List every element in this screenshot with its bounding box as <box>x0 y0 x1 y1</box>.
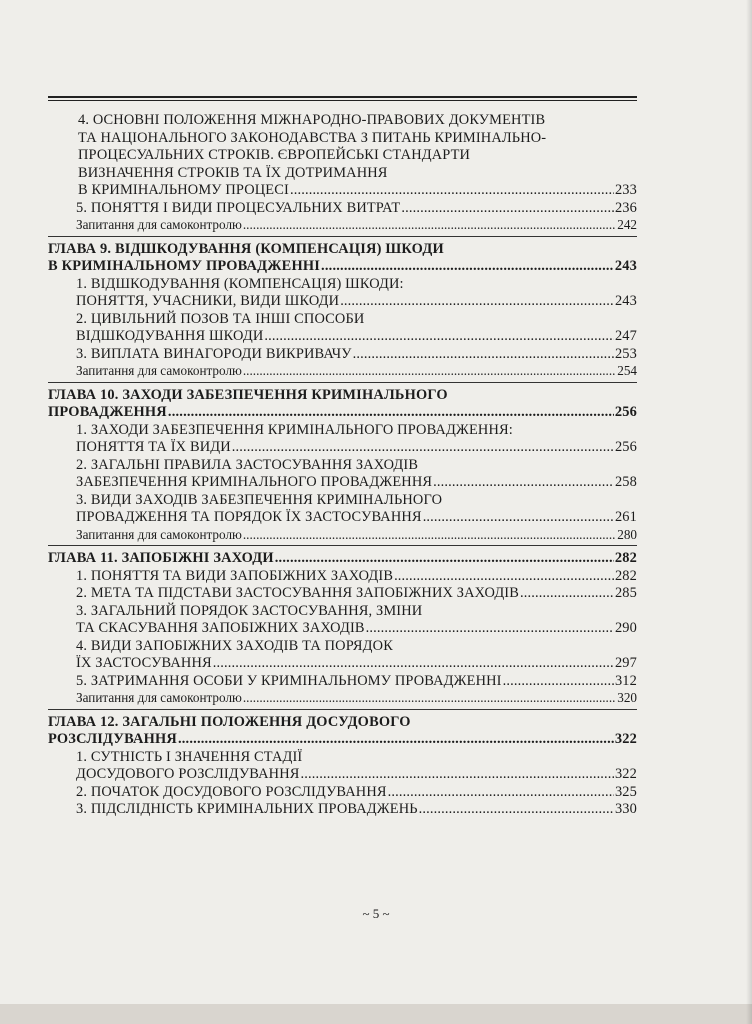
toc-section <box>48 200 637 218</box>
toc-page-number: 330 <box>614 801 637 817</box>
dot-leader <box>366 620 614 638</box>
toc-section <box>48 457 637 492</box>
toc-entry-title: ПОНЯТТЯ, УЧАСНИКИ, ВИДИ ШКОДИ <box>76 293 340 309</box>
toc-page-number: 312 <box>614 672 637 689</box>
toc-page-number: 256 <box>614 404 637 420</box>
dot-leader <box>503 673 614 691</box>
toc-entry-title: ВІДШКОДУВАННЯ ШКОДИ <box>76 328 264 344</box>
toc-section <box>48 801 637 819</box>
toc-page-number: 253 <box>614 345 637 362</box>
toc-entry-leader-line <box>76 568 637 586</box>
toc-page-number: 254 <box>617 363 637 378</box>
toc-page-number: 282 <box>614 567 637 584</box>
toc-section <box>48 784 637 802</box>
dot-leader <box>213 655 614 673</box>
toc-entry-leader-line <box>76 363 637 380</box>
chapter-divider <box>48 382 637 383</box>
dot-leader <box>419 801 614 819</box>
dot-leader <box>301 766 614 784</box>
dot-leader <box>243 690 616 707</box>
toc-page-number: 261 <box>614 509 637 525</box>
table-of-contents <box>48 112 637 819</box>
dot-leader <box>243 217 616 234</box>
toc-entry-title: ТА СКАСУВАННЯ ЗАПОБІЖНИХ ЗАХОДІВ <box>76 620 365 636</box>
toc-page-number: 236 <box>614 199 637 216</box>
toc-entry-title: 3. ПІДСЛІДНІСТЬ КРИМІНАЛЬНИХ ПРОВАДЖЕНЬ <box>76 801 418 817</box>
toc-chapter <box>48 241 637 276</box>
toc-entry-leader-line <box>76 655 637 673</box>
toc-entry-leader-line <box>48 550 637 568</box>
toc-entry-leader-line <box>76 585 637 603</box>
toc-entry-leader-line <box>76 293 637 311</box>
dot-leader <box>290 182 614 200</box>
chapter-divider <box>48 236 637 237</box>
dot-leader <box>520 585 614 603</box>
toc-chapter <box>48 387 637 422</box>
toc-entry-leader-line <box>76 346 637 364</box>
toc-entry-line: 3. ЗАГАЛЬНИЙ ПОРЯДОК ЗАСТОСУВАННЯ, ЗМІНИ <box>76 602 423 619</box>
toc-entry-leader-line <box>76 328 637 346</box>
toc-entry-leader-line <box>76 474 637 492</box>
header-rule-thin <box>48 100 637 101</box>
toc-page-number: 282 <box>614 550 637 566</box>
toc-entry-title: 2. МЕТА ТА ПІДСТАВИ ЗАСТОСУВАННЯ ЗАПОБІЖНИХ ЗАХОДІВ <box>76 585 519 601</box>
dot-leader <box>433 474 614 492</box>
toc-entry-line: 2. ЗАГАЛЬНІ ПРАВИЛА ЗАСТОСУВАННЯ ЗАХОДІВ <box>76 456 419 473</box>
toc-entry-line: 3. ВИДИ ЗАХОДІВ ЗАБЕЗПЕЧЕННЯ КРИМІНАЛЬНОГО <box>76 491 443 508</box>
toc-section <box>48 638 637 673</box>
toc-chapter <box>48 550 637 568</box>
toc-entry-title: ПРОВАДЖЕННЯ ТА ПОРЯДОК ЇХ ЗАСТОСУВАННЯ <box>76 509 422 525</box>
toc-section <box>48 492 637 527</box>
toc-entry-leader-line <box>76 527 637 544</box>
toc-section <box>48 346 637 364</box>
toc-review-questions <box>48 690 637 707</box>
toc-entry-title: РОЗСЛІДУВАННЯ <box>48 731 177 747</box>
toc-entry-line: 1. ВІДШКОДУВАННЯ (КОМПЕНСАЦІЯ) ШКОДИ: <box>76 275 404 292</box>
toc-entry-title: В КРИМІНАЛЬНОМУ ПРОВАДЖЕННІ <box>48 258 321 274</box>
toc-page-number: 297 <box>614 655 637 671</box>
dot-leader <box>275 550 614 568</box>
toc-entry-leader-line <box>78 182 637 200</box>
page-bottom-edge <box>0 1004 752 1024</box>
toc-page-number: 320 <box>617 690 637 705</box>
toc-entry-title: ЇХ ЗАСТОСУВАННЯ <box>76 655 212 671</box>
page-shadow <box>746 0 752 1024</box>
toc-entry-title: 5. ПОНЯТТЯ І ВИДИ ПРОЦЕСУАЛЬНИХ ВИТРАТ <box>76 199 401 216</box>
dot-leader <box>321 258 614 276</box>
toc-section <box>48 311 637 346</box>
toc-page-number: 322 <box>614 766 637 782</box>
toc-entry-line: 1. ЗАХОДИ ЗАБЕЗПЕЧЕННЯ КРИМІНАЛЬНОГО ПРОВАДЖЕННЯ: <box>76 421 513 438</box>
dot-leader <box>423 509 614 527</box>
toc-entry-title: ГЛАВА 11. ЗАПОБІЖНІ ЗАХОДИ <box>48 550 274 566</box>
dot-leader <box>388 784 614 802</box>
toc-entry-line: ГЛАВА 10. ЗАХОДИ ЗАБЕЗПЕЧЕННЯ КРИМІНАЛЬНОГО <box>48 386 448 403</box>
toc-page-number: 322 <box>614 731 637 747</box>
toc-entry-leader-line <box>48 258 637 276</box>
toc-entry-line: ГЛАВА 9. ВІДШКОДУВАННЯ (КОМПЕНСАЦІЯ) ШКОДИ <box>48 240 444 257</box>
toc-page-number: 325 <box>614 783 637 800</box>
toc-entry-title: ПОНЯТТЯ ТА ЇХ ВИДИ <box>76 439 231 455</box>
toc-entry-line: ВИЗНАЧЕННЯ СТРОКІВ ТА ЇХ ДОТРИМАННЯ <box>78 164 388 181</box>
toc-entry-line: 4. ВИДИ ЗАПОБІЖНИХ ЗАХОДІВ ТА ПОРЯДОК <box>76 637 393 654</box>
toc-review-questions <box>48 527 637 544</box>
dot-leader <box>243 363 616 380</box>
toc-entry-leader-line <box>76 801 637 819</box>
toc-section <box>48 422 637 457</box>
toc-page-number: 280 <box>617 526 637 542</box>
toc-entry-title: Запитання для самоконтролю <box>76 363 242 378</box>
toc-entry-title: 3. ВИПЛАТА ВИНАГОРОДИ ВИКРИВАЧУ <box>76 345 352 362</box>
dot-leader <box>264 328 614 346</box>
toc-entry-leader-line <box>48 404 637 422</box>
toc-entry-title: Запитання для самоконтролю <box>76 217 242 232</box>
toc-entry-leader-line <box>76 217 637 234</box>
dot-leader <box>340 293 614 311</box>
toc-entry-leader-line <box>76 620 637 638</box>
dot-leader <box>168 404 614 422</box>
toc-section <box>48 568 637 586</box>
toc-section <box>48 276 637 311</box>
toc-page-number: 290 <box>614 620 637 636</box>
toc-page-number: 258 <box>614 474 637 490</box>
toc-entry-line: ТА НАЦІОНАЛЬНОГО ЗАКОНОДАВСТВА З ПИТАНЬ КРИМІНАЛЬНО- <box>78 129 547 146</box>
toc-entry-leader-line <box>76 439 637 457</box>
toc-entry-line: 2. ЦИВІЛЬНИЙ ПОЗОВ ТА ІНШІ СПОСОБИ <box>76 310 365 327</box>
toc-section <box>48 585 637 603</box>
toc-entry-title: 2. ПОЧАТОК ДОСУДОВОГО РОЗСЛІДУВАННЯ <box>76 783 387 800</box>
toc-entry-line: ПРОЦЕСУАЛЬНИХ СТРОКІВ. ЄВРОПЕЙСЬКІ СТАНДАРТИ <box>78 147 471 163</box>
toc-entry-leader-line <box>76 200 637 218</box>
toc-review-questions <box>48 363 637 380</box>
header-rule <box>48 96 637 98</box>
toc-section <box>48 749 637 784</box>
toc-entry-title: В КРИМІНАЛЬНОМУ ПРОЦЕСІ <box>78 182 289 198</box>
toc-page-number: 242 <box>617 217 637 232</box>
toc-entry-line: 1. СУТНІСТЬ І ЗНАЧЕННЯ СТАДІЇ <box>76 748 303 765</box>
toc-entry-title: ПРОВАДЖЕННЯ <box>48 404 167 420</box>
toc-entry-title: Запитання для самоконтролю <box>76 526 242 542</box>
toc-page-number: 243 <box>614 293 637 309</box>
toc-entry-title: Запитання для самоконтролю <box>76 690 242 705</box>
dot-leader <box>178 731 614 749</box>
page-number: ~ 5 ~ <box>362 906 390 921</box>
toc-chapter <box>48 714 637 749</box>
toc-entry-title: 5. ЗАТРИМАННЯ ОСОБИ У КРИМІНАЛЬНОМУ ПРОВАДЖЕННІ <box>76 672 502 689</box>
toc-entry-leader-line <box>48 731 637 749</box>
toc-review-questions <box>48 217 637 234</box>
chapter-divider <box>48 709 637 710</box>
toc-entry-title: ЗАБЕЗПЕЧЕННЯ КРИМІНАЛЬНОГО ПРОВАДЖЕННЯ <box>76 474 433 490</box>
toc-entry-leader-line <box>76 690 637 707</box>
toc-entry-leader-line <box>76 766 637 784</box>
toc-page-number: 285 <box>614 585 637 601</box>
toc-entry-title: ДОСУДОВОГО РОЗСЛІДУВАННЯ <box>76 766 300 782</box>
dot-leader <box>243 527 616 544</box>
toc-section <box>48 673 637 691</box>
toc-page-number: 233 <box>614 182 637 198</box>
toc-entry-leader-line <box>76 673 637 691</box>
toc-entry-leader-line <box>76 509 637 527</box>
toc-page-number: 247 <box>614 328 637 344</box>
toc-entry-line: ГЛАВА 12. ЗАГАЛЬНІ ПОЛОЖЕННЯ ДОСУДОВОГО <box>48 713 411 730</box>
dot-leader <box>353 346 614 364</box>
toc-entry-leader-line <box>76 784 637 802</box>
toc-section <box>48 112 637 200</box>
dot-leader <box>394 568 614 586</box>
dot-leader <box>232 439 614 457</box>
toc-page-number: 256 <box>614 439 637 455</box>
dot-leader <box>401 200 614 218</box>
toc-entry-title: 1. ПОНЯТТЯ ТА ВИДИ ЗАПОБІЖНИХ ЗАХОДІВ <box>76 567 394 584</box>
toc-entry-line: 4. ОСНОВНІ ПОЛОЖЕННЯ МІЖНАРОДНО-ПРАВОВИХ ДОКУМЕНТІВ <box>78 112 546 128</box>
chapter-divider <box>48 545 637 546</box>
toc-page-number: 243 <box>614 258 637 274</box>
toc-section <box>48 603 637 638</box>
